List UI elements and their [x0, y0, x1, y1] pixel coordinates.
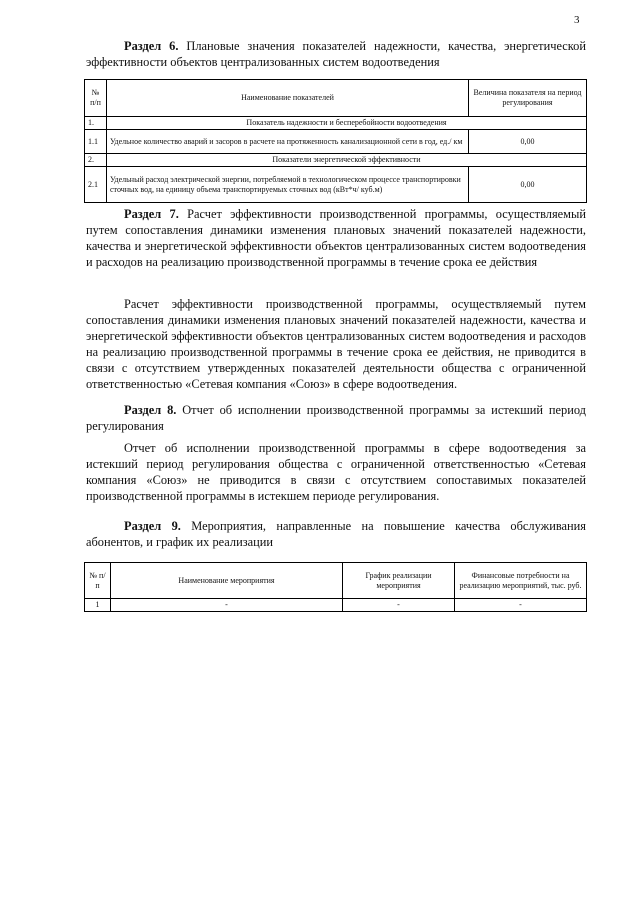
row-schedule: - [343, 599, 455, 612]
group-title: Показатели энергетической эффективности [107, 154, 587, 167]
group-title: Показатель надежности и бесперебойности водоотведения [107, 117, 587, 130]
section8-label: Раздел 8. [124, 403, 177, 417]
page-number: 3 [574, 14, 580, 26]
header-schedule: График реализации мероприятия [343, 563, 455, 599]
header-num: № п/п [85, 80, 107, 117]
section6-label: Раздел 6. [124, 39, 179, 53]
header-name: Наименование мероприятия [111, 563, 343, 599]
row-value: 0,00 [469, 130, 587, 154]
section8-title: Отчет об исполнении производственной программы за истекший период регулирования [86, 403, 586, 433]
row-name: - [111, 599, 343, 612]
row-value: 0,00 [469, 167, 587, 203]
indicators-table [84, 79, 587, 203]
section7-heading [86, 206, 586, 270]
section8-body: Отчет об исполнении производственной программы в сфере водоотведения за истекший период регулирования общества с ограниченной ответственностью «Сетевая компания «Союз» не приводится в связи с отсутствием сопоставимых показателей производственной программы в истекшем периоде регулирования. [86, 441, 586, 503]
table-row [85, 167, 587, 203]
section9-label: Раздел 9. [124, 519, 181, 533]
section7-title: Расчет эффективности производственной программы, осуществляемый путем сопоставления динамики изменения плановых значений показателей надежности, качества и энергетической эффективности объектов централизованных систем водоотведения и расходов на реализацию производственной программы в течение срока ее действия [86, 207, 586, 269]
row-name: Удельный расход электрической энергии, потребляемой в технологическом процессе транспортировки сточных вод, на единицу объема транспортируемых сточных вод (кВт*ч/ куб.м) [107, 167, 469, 203]
row-num: 1.1 [85, 130, 107, 154]
group-row [85, 154, 587, 167]
group-num: 2. [85, 154, 107, 167]
header-name: Наименование показателей [107, 80, 469, 117]
row-num: 1 [85, 599, 111, 612]
table-row [85, 130, 587, 154]
measures-table [84, 562, 587, 612]
section7-body: Расчет эффективности производственной программы, осуществляемый путем сопоставления динамики изменения плановых значений показателей надежности, качества и энергетической эффективности объектов централизованных систем водоотведения и расходов на реализацию производственной программы в течение срока ее действия, не приводится в связи с отсутствием утвержденных показателей деятельности общества с ограниченной ответственностью «Сетевая компания «Союз» в сфере водоотведения. [86, 297, 586, 391]
table-row [85, 599, 587, 612]
section6-title: Плановые значения показателей надежности, качества, энергетической эффективности объектов централизованных систем водоотведения [86, 39, 586, 69]
group-num: 1. [85, 117, 107, 130]
group-row [85, 117, 587, 130]
section9-title: Мероприятия, направленные на повышение качества обслуживания абонентов, и график их реализации [86, 519, 586, 549]
header-finance: Финансовые потребности на реализацию мероприятий, тыс. руб. [455, 563, 587, 599]
section8-heading [86, 402, 586, 434]
header-num: № п/п [85, 563, 111, 599]
section6-heading [86, 38, 586, 70]
table-header-row [85, 80, 587, 117]
table-header-row [85, 563, 587, 599]
row-num: 2.1 [85, 167, 107, 203]
section9-heading [86, 518, 586, 550]
section7-label: Раздел 7. [124, 207, 179, 221]
header-value: Величина показателя на период регулирования [469, 80, 587, 117]
row-name: Удельное количество аварий и засоров в расчете на протяженность канализационной сети в год, ед./ км [107, 130, 469, 154]
row-finance: - [455, 599, 587, 612]
